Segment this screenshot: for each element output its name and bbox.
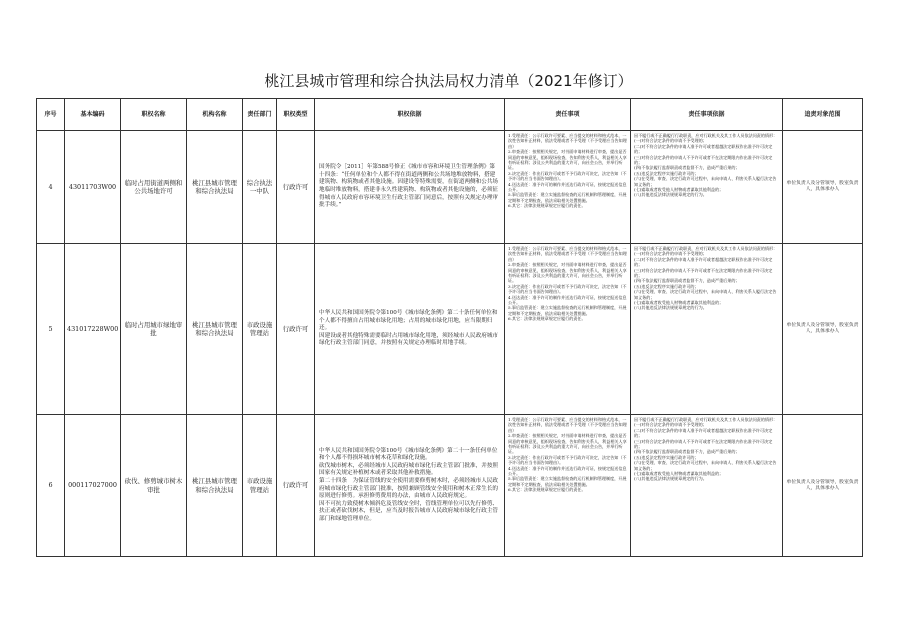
header-row xyxy=(37,99,863,131)
power-list-table xyxy=(36,98,863,557)
cell-org: 桃江县城市管理和综合执法局 xyxy=(187,244,243,415)
cell-type: 行政许可 xyxy=(277,131,315,244)
cell-basis: 国务院令［2011］年第588号修正《城市市容和环境卫生管理条例》第十四条：“任何单位和个人都不得在街道两侧和公共场地堆放物料，搭建建筑物、构筑物或者其他设施。因建设等特殊需要，在街道两侧和公共场地临时堆放物料，搭建非永久性建筑物、构筑物或者其他设施的，必须征得城市人民政府市容环境卫生行政主管部门同意后，按照有关规定办理审批手续。” xyxy=(315,131,505,244)
cell-duty-basis: 因不履行或不正确履行行政职责，应对行政机关及其工作人员依法问责的情形： (一)对符合法定条件的申请不予受理的； (二)对不符合法定条件的申请人准予许可或者超越法定职权作出准予许可决定的； (三)对符合法定条件的申请人不予许可或者不在法定期限内作出准予许可决定的； (四)不依法履行监督职责或者监督不力，造成严重后果的； (五)违反法定程序实施行政许可的； (六)在受理、审查、决定行政许可过程中，未向申请人、利害关系人履行法定告知义务的； (七)索取或者收受他人财物或者谋取其他利益的； (八)其他违反法律法规规章规定的行为。 xyxy=(631,131,783,244)
header-duty: 责任事项 xyxy=(505,99,631,131)
cell-code: 431017228W00 xyxy=(65,244,121,415)
cell-name: 临时占用城市绿地审批 xyxy=(121,244,187,415)
table-row xyxy=(37,415,863,557)
page-title: 桃江县城市管理和综合执法局权力清单（2021年修订） xyxy=(264,72,633,90)
cell-seq: 5 xyxy=(37,244,65,415)
cell-duty-basis: 因不履行或不正确履行行政职责，应对行政机关及其工作人员依法问责的情形： (一)对符合法定条件的申请不予受理的； (二)对不符合法定条件的申请人准予许可或者超越法定职权作出准予许可决定的； (三)对符合法定条件的申请人不予许可或者不在法定期限内作出准予许可决定的； (四)不依法履行监督职责或者监督不力，造成严重后果的； (五)违反法定程序实施行政许可的； (六)在受理、审查、决定行政许可过程中，未向申请人、利害关系人履行法定告知义务的； (七)索取或者收受他人财物或者谋取其他利益的； (八)其他违反法律法规规章规定的行为。 xyxy=(631,415,783,557)
cell-dept: 综合执法一中队 xyxy=(243,131,277,244)
header-basis: 职权依据 xyxy=(315,99,505,131)
cell-duty: 1.受理责任：公示行政许可要素、应当提交的材料和格式范本，一次性告知补正材料，依法受理或者不予受理（不予受理应当告知理由） 2.审查责任：按照相关规定，对书面申请材料进行审查，提出是否同意的审核意见，组织现场检查，告知利害关系人，利益相关人享有听证权利；涉及公共利益的重大许可，向社会公告，并举行听证。 3.决定责任：作出行政许可或者不予行政许可决定，法定告知（不予许可的应当书面告知理由）。 4.送达责任：准予许可的制作并送达行政许可证，按规定报送信息公开。 5.事后监管责任：建立实施监督检查的运行机制和管理制度，开展定期和不定期检查，依法采取相关处置措施。 6.其它：法律法规规章规定应履行的责任。 xyxy=(505,415,631,557)
header-type: 职权类型 xyxy=(277,99,315,131)
header-name: 职权名称 xyxy=(121,99,187,131)
cell-duty: 1.受理责任：公示行政许可要素、应当提交的材料和格式范本，一次性告知补正材料，依法受理或者不予受理（不予受理应当告知理由） 2.审查责任：按照相关规定，对书面申请材料进行审查，提出是否同意的审核意见，组织现场检查，告知利害关系人，利益相关人享有听证权利；涉及公共利益的重大许可，向社会公告，并举行听证。 3.决定责任：作出行政许可或者不予行政许可决定，法定告知（不予许可的应当书面告知理由）。 4.送达责任：准予许可的制作并送达行政许可证，按规定报送信息公开。 5.事后监管责任：建立实施监督检查的运行机制和管理制度，开展定期和不定期检查，依法采取相关处置措施。 6.其它：法律法规规章规定应履行的责任。 xyxy=(505,131,631,244)
cell-duty: 1.受理责任：公示行政许可要素、应当提交的材料和格式范本，一次性告知补正材料，依法受理或者不予受理（不予受理应当告知理由） 2.审查责任：按照相关规定，对书面申请材料进行审查，提出是否同意的审核意见，组织现场检查，告知利害关系人，利益相关人享有听证权利；涉及公共利益的重大许可，向社会公告，并举行听证。 3.决定责任：作出行政许可或者不予行政许可决定，法定告知（不予许可的应当书面告知理由）。 4.送达责任：准予许可的制作并送达行政许可证，按规定报送信息公开。 5.事后监管责任：建立实施监督检查的运行机制和管理制度，开展定期和不定期检查，依法采取相关处置措施。 6.其它：法律法规规章规定应履行的责任。 xyxy=(505,244,631,415)
cell-type: 行政许可 xyxy=(277,244,315,415)
cell-basis: 中华人民共和国国务院令第100号《城市绿化条例》第二十条任何单位和个人都不得擅自占用城市绿化用地；占用的城市绿化用地，应当限期归还。 因建设或者其他特殊需要临时占用城市绿化用地，须经城市人民政府城市绿化行政主管部门同意，并按照有关规定办理临时用地手续。 xyxy=(315,244,505,415)
cell-type: 行政许可 xyxy=(277,415,315,557)
cell-org: 桃江县城市管理和综合执法局 xyxy=(187,415,243,557)
header-org: 机构名称 xyxy=(187,99,243,131)
cell-duty-basis: 因不履行或不正确履行行政职责，应对行政机关及其工作人员依法问责的情形： (一)对符合法定条件的申请不予受理的； (二)对不符合法定条件的申请人准予许可或者超越法定职权作出准予许可决定的； (三)对符合法定条件的申请人不予许可或者不在法定期限内作出准予许可决定的； (四)不依法履行监督职责或者监督不力，造成严重后果的； (五)违反法定程序实施行政许可的； (六)在受理、审查、决定行政许可过程中，未向申请人、利害关系人履行法定告知义务的； (七)索取或者收受他人财物或者谋取其他利益的； (八)其他违反法律法规规章规定的行为。 xyxy=(631,244,783,415)
header-code: 基本编码 xyxy=(65,99,121,131)
cell-seq: 6 xyxy=(37,415,65,557)
cell-dept: 市政设施管理站 xyxy=(243,244,277,415)
cell-target: 单位负责人及分管领导，股室负责人，具体承办人 xyxy=(783,415,863,557)
cell-code: 43011703W00 xyxy=(65,131,121,244)
cell-target: 单位负责人及分管领导，股室负责人，具体承办人 xyxy=(783,131,863,244)
header-dept: 责任部门 xyxy=(243,99,277,131)
cell-target: 单位负责人及分管领导，股室负责人，具体承办人 xyxy=(783,244,863,415)
cell-name: 临时占用街道两侧和公共场地许可 xyxy=(121,131,187,244)
cell-seq: 4 xyxy=(37,131,65,244)
cell-code: 000117027000 xyxy=(65,415,121,557)
cell-org: 桃江县城市管理和综合执法局 xyxy=(187,131,243,244)
table-row xyxy=(37,131,863,244)
header-seq: 序号 xyxy=(37,99,65,131)
cell-name: 砍伐、修剪城市树木审批 xyxy=(121,415,187,557)
cell-basis: 中华人民共和国国务院令第100号《城市绿化条例》第二十一条任何单位和个人都不得损坏城市树木花草和绿化设施。 砍伐城市树木，必须经城市人民政府城市绿化行政主管部门批准，并按照国家有关规定补植树木或者采取其他补救措施。 第二十四条 为保证管线的安全使用需要修剪树木时，必须经城市人民政府城市绿化行政主管部门批准，按照兼顾管线安全使用和树木正常生长的原则进行修剪。承担修剪费用的办法，由城市人民政府规定。 因不可抗力致使树木倾斜危及管线安全时，管线管理单位可以先行修剪、扶正或者砍伐树木，但是，应当及时报告城市人民政府城市绿化行政主管部门和绿地管理单位。 xyxy=(315,415,505,557)
cell-dept: 市政设施管理站 xyxy=(243,415,277,557)
header-target: 追责对象范围 xyxy=(783,99,863,131)
table-row xyxy=(37,244,863,415)
header-duty-basis: 责任事项依据 xyxy=(631,99,783,131)
